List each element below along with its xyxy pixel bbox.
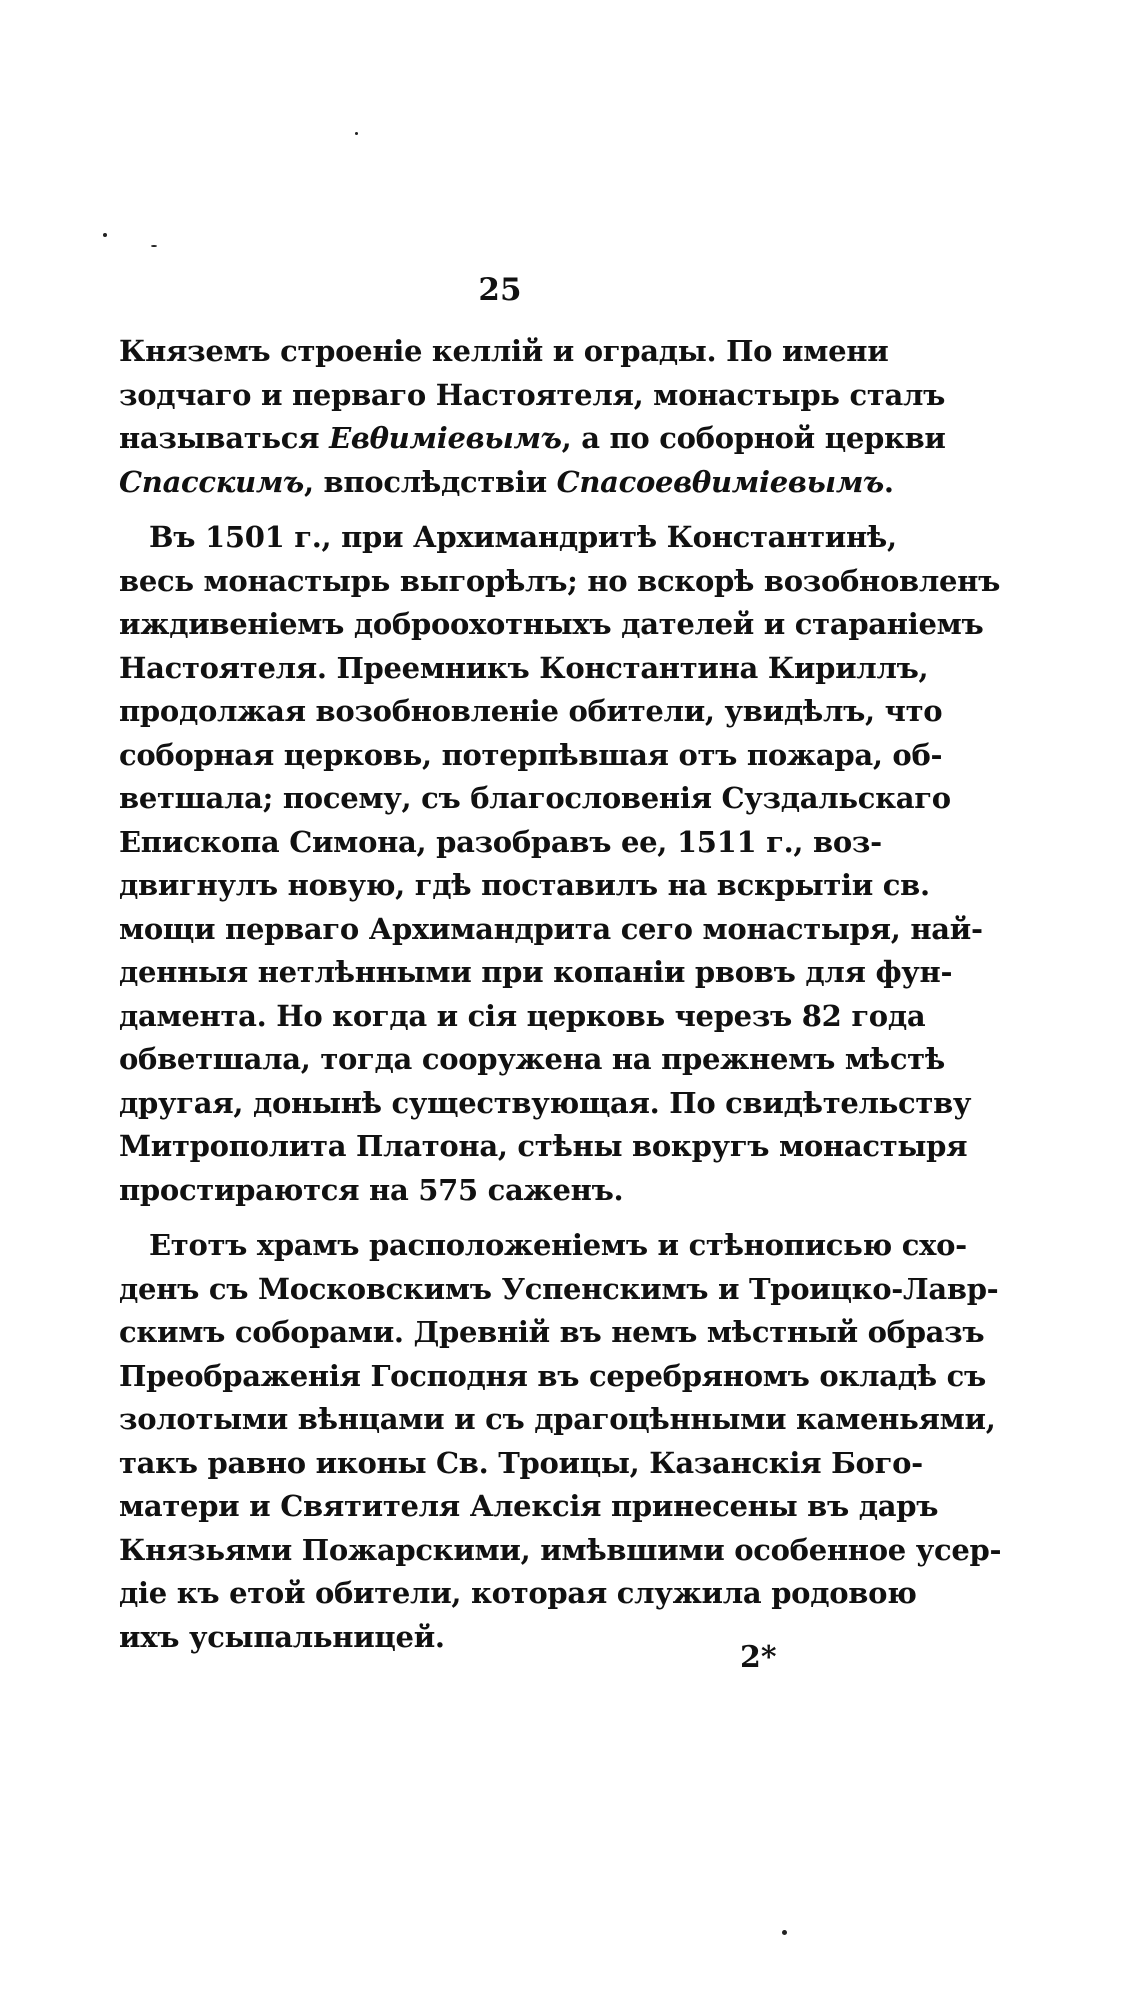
scan-speck (151, 245, 157, 247)
italic-name: Евθиміевымъ (329, 421, 562, 455)
signature-mark: 2* (740, 1640, 777, 1675)
text-line: матери и Святителя Алексія принесены въ даръ (119, 1489, 939, 1523)
text-line: иждивеніемъ доброохотныхъ дателей и стараніемъ (119, 607, 984, 641)
body-text (119, 330, 1002, 1659)
text-line: двигнулъ новую, гдѣ поставилъ на вскрытіи св. (119, 868, 930, 902)
text-line: ветшала; посему, съ благословенія Суздальскаго (119, 781, 951, 815)
text-line: дамента. Но когда и сія церковь черезъ 82 года (119, 998, 926, 1033)
paragraph-gap (119, 504, 859, 516)
text-line: Етотъ храмъ расположеніемъ и стѣнописью схо- (149, 1228, 967, 1262)
page-number: 25 (478, 272, 522, 308)
text-line: ихъ усыпальницей. (119, 1619, 445, 1654)
text-line: обветшала, тогда сооружена на прежнемъ мѣстѣ (119, 1042, 945, 1076)
scan-speck (103, 233, 107, 237)
paragraph-gap (119, 1212, 859, 1224)
text-line: Настоятеля. Преемникъ Константина Кириллъ, (119, 650, 929, 685)
text-line: Преображенія Господня въ серебряномъ окладѣ съ (119, 1358, 986, 1393)
text-line: Въ 1501 г., при Архимандритѣ Константинѣ, (149, 520, 897, 554)
text-line: денъ съ Московскимъ Успенскимъ и Троицко-Лавр- (119, 1271, 999, 1306)
text-line: скимъ соборами. Древній въ немъ мѣстный образъ (119, 1315, 985, 1349)
text-line: продолжая возобновленіе обители, увидѣлъ, что (119, 694, 943, 728)
text-line: соборная церковь, потерпѣвшая отъ пожара, об- (119, 737, 943, 772)
text-line: Князьями Пожарскими, имѣвшими особенное усер- (119, 1532, 1002, 1567)
text-line: золотыми вѣнцами и съ драгоцѣнными каменьями, (119, 1402, 996, 1436)
scan-speck (355, 132, 358, 135)
text-line: денныя нетлѣнными при копаніи рвовъ для фун- (119, 955, 953, 989)
text-line: зодчаго и перваго Настоятеля, монастырь сталъ (119, 377, 946, 412)
text-line: мощи перваго Архимандрита сего монастыря, най- (119, 911, 983, 946)
text-line: другая, донынѣ существующая. По свидѣтельству (119, 1085, 972, 1120)
italic-name: Спасоевθиміевымъ (556, 464, 884, 499)
text-line: весь монастырь выгорѣлъ; но вскорѣ возобновленъ (119, 563, 1001, 598)
text-line: Княземъ строеніе келлій и ограды. По имени (119, 334, 889, 368)
text-line: называться Евθиміевымъ, а по соборной церкви (119, 421, 946, 455)
scan-speck (782, 1930, 787, 1935)
text-line: Спасскимъ, впослѣдствіи Спасоевθиміевымъ. (119, 464, 894, 499)
text-line: діе къ етой обители, которая служила родовою (119, 1576, 917, 1610)
text-line: простираются на 575 саженъ. (119, 1172, 624, 1207)
italic-name: Спасскимъ (119, 464, 304, 499)
text-line: Епископа Симона, разобравъ ее, 1511 г., воз- (119, 824, 882, 859)
text-line: Митрополита Платона, стѣны вокругъ монастыря (119, 1129, 968, 1163)
text-line: такъ равно иконы Св. Троицы, Казанскія Бого- (119, 1445, 923, 1480)
